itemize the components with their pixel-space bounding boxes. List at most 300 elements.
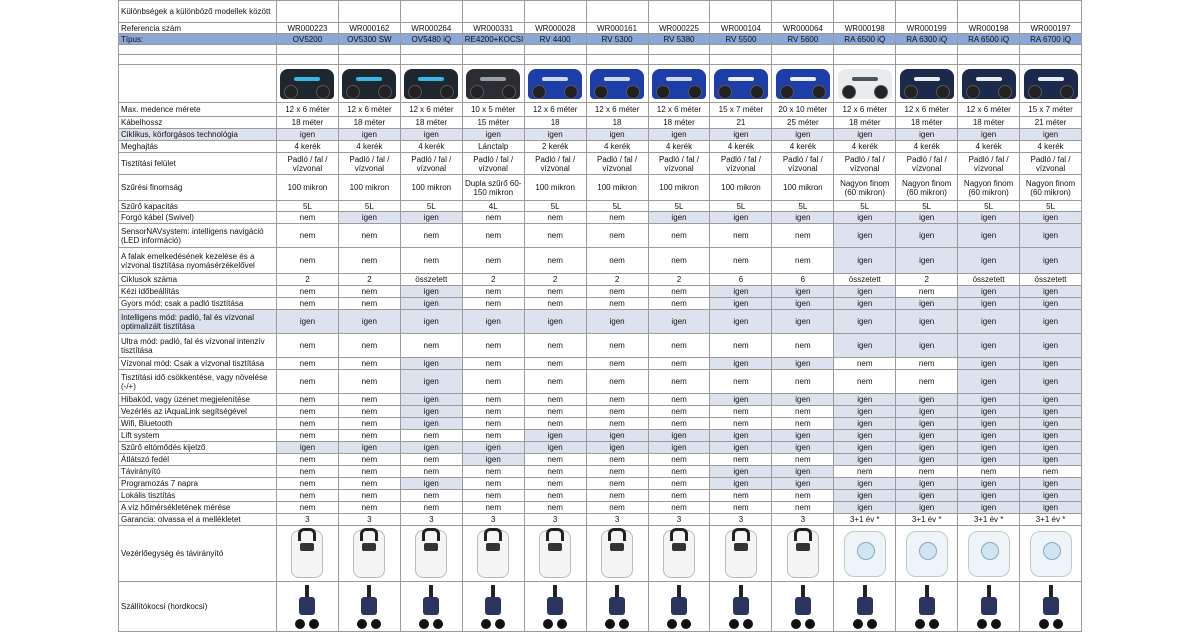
- feature-value: Padló / fal / vízvonal: [648, 153, 710, 175]
- cart-wheel: [805, 619, 815, 629]
- feature-row: [119, 418, 1082, 430]
- feature-value: nem: [648, 502, 710, 514]
- feature-value: nem: [586, 370, 648, 394]
- control-box-image: [601, 530, 633, 578]
- feature-value: nem: [710, 370, 772, 394]
- cart-image-cell: [834, 582, 896, 632]
- robot-stripe: [728, 77, 754, 81]
- robot-stripe: [976, 77, 1002, 81]
- controller-image-cell: [710, 526, 772, 582]
- feature-value: igen: [338, 212, 400, 224]
- feature-value: nem: [462, 224, 524, 248]
- transport-cart-image: [293, 585, 321, 629]
- feature-value: igen: [462, 442, 524, 454]
- cart-robot: [919, 597, 935, 615]
- reference-label: Referencia szám: [119, 23, 277, 34]
- feature-value: nem: [772, 370, 834, 394]
- feature-value: nem: [338, 466, 400, 478]
- feature-value: igen: [896, 248, 958, 274]
- controller-image-cell: [586, 526, 648, 582]
- pool-robot-image: [776, 69, 830, 99]
- feature-row: [119, 370, 1082, 394]
- transport-cart-image: [851, 585, 879, 629]
- feature-value: 5L: [648, 201, 710, 212]
- feature-value: nem: [400, 454, 462, 466]
- feature-value: igen: [958, 224, 1020, 248]
- control-box-handle: [794, 528, 812, 541]
- cart-robot: [423, 597, 439, 615]
- feature-value: nem: [648, 418, 710, 430]
- feature-value: nem: [772, 418, 834, 430]
- feature-value: nem: [648, 478, 710, 490]
- feature-value: igen: [400, 478, 462, 490]
- feature-value: 5L: [586, 201, 648, 212]
- header-empty-cell: [1020, 1, 1082, 23]
- feature-value: igen: [1020, 370, 1082, 394]
- cart-wheel: [309, 619, 319, 629]
- feature-value: nem: [648, 406, 710, 418]
- feature-value: 4 kerék: [277, 141, 339, 153]
- feature-value: nem: [462, 478, 524, 490]
- cart-wheel: [557, 619, 567, 629]
- feature-value: igen: [896, 502, 958, 514]
- transport-cart-image: [479, 585, 507, 629]
- robot-stripe: [914, 77, 940, 81]
- pool-robot-image: [280, 69, 334, 99]
- feature-value: nem: [648, 454, 710, 466]
- reference-number: WR000223: [277, 23, 339, 34]
- control-box-handle: [608, 528, 626, 541]
- feature-value: igen: [648, 212, 710, 224]
- feature-value: igen: [958, 212, 1020, 224]
- cart-label: Szállítókocsi (hordkocsi): [119, 582, 277, 632]
- feature-value: nem: [400, 466, 462, 478]
- feature-value: nem: [462, 334, 524, 358]
- feature-value: igen: [277, 129, 339, 141]
- header-empty-cell: [896, 1, 958, 23]
- pool-robot-image: [714, 69, 768, 99]
- reference-number: WR000225: [648, 23, 710, 34]
- header-empty-cell: [648, 1, 710, 23]
- feature-label: Ciklusok száma: [119, 274, 277, 286]
- control-box-image: [539, 530, 571, 578]
- type-row: [119, 34, 1082, 45]
- feature-value: nem: [338, 224, 400, 248]
- feature-value: Padló / fal / vízvonal: [400, 153, 462, 175]
- header-empty-cell: [524, 1, 586, 23]
- feature-value: nem: [586, 406, 648, 418]
- robot-stripe: [790, 77, 816, 81]
- feature-value: igen: [896, 310, 958, 334]
- cart-wheel: [977, 619, 987, 629]
- feature-value: 2 kerék: [524, 141, 586, 153]
- feature-value: 2: [648, 274, 710, 286]
- feature-value: nem: [462, 248, 524, 274]
- feature-value: nem: [338, 478, 400, 490]
- feature-value: 2: [896, 274, 958, 286]
- feature-value: 3+1 év *: [834, 514, 896, 526]
- feature-value: nem: [338, 502, 400, 514]
- robot-image-cell: [524, 65, 586, 103]
- feature-row: [119, 224, 1082, 248]
- feature-value: nem: [524, 466, 586, 478]
- feature-value: igen: [462, 454, 524, 466]
- feature-value: 4 kerék: [896, 141, 958, 153]
- robot-stripe: [666, 77, 692, 81]
- feature-value: nem: [710, 490, 772, 502]
- header-empty-cell: [710, 1, 772, 23]
- feature-row: [119, 274, 1082, 286]
- controller-image-cell: [338, 526, 400, 582]
- feature-value: igen: [1020, 212, 1082, 224]
- blank-cell: [524, 55, 586, 65]
- feature-value: nem: [648, 224, 710, 248]
- feature-value: 12 x 6 méter: [277, 103, 339, 117]
- feature-value: igen: [772, 478, 834, 490]
- feature-value: igen: [958, 370, 1020, 394]
- feature-value: igen: [400, 418, 462, 430]
- feature-value: nem: [648, 490, 710, 502]
- feature-value: 18 méter: [400, 117, 462, 129]
- feature-value: nem: [462, 286, 524, 298]
- feature-value: nem: [277, 394, 339, 406]
- type-label: Típus:: [119, 34, 277, 45]
- feature-value: igen: [648, 442, 710, 454]
- feature-value: igen: [772, 466, 834, 478]
- feature-value: nem: [338, 298, 400, 310]
- control-box-handle: [422, 528, 440, 541]
- robot-stripe: [294, 77, 320, 81]
- feature-label: Távirányító: [119, 466, 277, 478]
- blank-cell: [586, 45, 648, 55]
- model-type: OV5480 iQ: [400, 34, 462, 45]
- feature-row: [119, 478, 1082, 490]
- control-box-handle: [546, 528, 564, 541]
- feature-value: nem: [834, 466, 896, 478]
- feature-label: Kézi időbeállítás: [119, 286, 277, 298]
- feature-value: nem: [462, 502, 524, 514]
- feature-value: igen: [338, 129, 400, 141]
- cart-image-cell: [710, 582, 772, 632]
- feature-value: igen: [958, 418, 1020, 430]
- feature-value: Padló / fal / vízvonal: [958, 153, 1020, 175]
- feature-value: Nagyon finom (60 mikron): [896, 175, 958, 201]
- controller-image-cell: [1020, 526, 1082, 582]
- feature-value: nem: [586, 466, 648, 478]
- transport-cart-image: [975, 585, 1003, 629]
- reference-number: WR000064: [772, 23, 834, 34]
- feature-value: igen: [772, 394, 834, 406]
- control-box-display: [672, 543, 686, 551]
- feature-label: Ciklikus, körforgásos technológia: [119, 129, 277, 141]
- feature-value: nem: [586, 298, 648, 310]
- controller-image-cell: [400, 526, 462, 582]
- feature-value: igen: [958, 406, 1020, 418]
- feature-value: 100 mikron: [648, 175, 710, 201]
- feature-value: igen: [958, 334, 1020, 358]
- feature-value: 3+1 év *: [1020, 514, 1082, 526]
- cart-robot: [299, 597, 315, 615]
- cart-image-cell: [586, 582, 648, 632]
- feature-value: igen: [1020, 442, 1082, 454]
- feature-value: igen: [1020, 298, 1082, 310]
- control-box-image: [787, 530, 819, 578]
- robot-wheel: [316, 85, 330, 99]
- feature-value: nem: [524, 490, 586, 502]
- feature-value: igen: [1020, 394, 1082, 406]
- feature-value: 5L: [524, 201, 586, 212]
- feature-value: nem: [462, 298, 524, 310]
- robot-image-cell: [338, 65, 400, 103]
- cart-wheel: [433, 619, 443, 629]
- feature-value: Padló / fal / vízvonal: [338, 153, 400, 175]
- feature-value: 5L: [1020, 201, 1082, 212]
- feature-value: igen: [896, 129, 958, 141]
- feature-value: 4 kerék: [338, 141, 400, 153]
- feature-value: nem: [524, 286, 586, 298]
- feature-value: 18 méter: [896, 117, 958, 129]
- model-type: RA 6300 iQ: [896, 34, 958, 45]
- blank-label-cell: [119, 45, 277, 55]
- feature-value: igen: [400, 286, 462, 298]
- feature-row: [119, 212, 1082, 224]
- feature-value: igen: [277, 310, 339, 334]
- cart-image-cell: [338, 582, 400, 632]
- feature-value: nem: [648, 248, 710, 274]
- feature-row: [119, 286, 1082, 298]
- feature-value: 4 kerék: [772, 141, 834, 153]
- feature-value: nem: [338, 394, 400, 406]
- feature-value: igen: [710, 129, 772, 141]
- feature-value: Padló / fal / vízvonal: [524, 153, 586, 175]
- feature-value: igen: [1020, 334, 1082, 358]
- feature-value: igen: [586, 442, 648, 454]
- blank-row: [119, 45, 1082, 55]
- feature-value: nem: [772, 454, 834, 466]
- feature-value: 21 méter: [1020, 117, 1082, 129]
- feature-value: nem: [277, 478, 339, 490]
- feature-value: nem: [896, 370, 958, 394]
- model-type: RV 5300: [586, 34, 648, 45]
- feature-value: igen: [338, 442, 400, 454]
- cart-image-cell: [896, 582, 958, 632]
- feature-value: nem: [524, 394, 586, 406]
- reference-number: WR000104: [710, 23, 772, 34]
- feature-value: igen: [1020, 358, 1082, 370]
- robot-image-cell: [772, 65, 834, 103]
- feature-value: igen: [958, 286, 1020, 298]
- blank-cell: [710, 55, 772, 65]
- power-supply-dial: [1043, 542, 1061, 560]
- feature-value: 3+1 év *: [896, 514, 958, 526]
- feature-value: Padló / fal / vízvonal: [462, 153, 524, 175]
- feature-value: nem: [710, 334, 772, 358]
- cart-wheel: [481, 619, 491, 629]
- robot-wheel: [594, 85, 608, 99]
- robot-wheel: [532, 85, 546, 99]
- feature-value: igen: [1020, 418, 1082, 430]
- feature-label: Ultra mód: padló, fal és vízvonal intenzív tisztítása: [119, 334, 277, 358]
- feature-value: nem: [710, 224, 772, 248]
- feature-value: igen: [400, 129, 462, 141]
- header-empty-cell: [462, 1, 524, 23]
- feature-value: igen: [1020, 224, 1082, 248]
- feature-value: nem: [277, 370, 339, 394]
- feature-value: nem: [338, 334, 400, 358]
- feature-value: 3: [338, 514, 400, 526]
- blank-cell: [462, 55, 524, 65]
- power-supply-dial: [857, 542, 875, 560]
- control-box-display: [734, 543, 748, 551]
- blank-cell: [1020, 55, 1082, 65]
- feature-value: 3: [710, 514, 772, 526]
- cart-wheel: [729, 619, 739, 629]
- feature-row: [119, 175, 1082, 201]
- cart-robot: [981, 597, 997, 615]
- feature-row: [119, 358, 1082, 370]
- model-type: RV 5500: [710, 34, 772, 45]
- feature-label: Wifi, Bluetooth: [119, 418, 277, 430]
- reference-number: WR000162: [338, 23, 400, 34]
- reference-number: WR000199: [896, 23, 958, 34]
- feature-value: 12 x 6 méter: [338, 103, 400, 117]
- comparison-table: [118, 0, 1082, 632]
- cart-wheel: [495, 619, 505, 629]
- feature-value: igen: [524, 430, 586, 442]
- feature-value: 4 kerék: [710, 141, 772, 153]
- feature-value: nem: [710, 406, 772, 418]
- controller-image-cell: [772, 526, 834, 582]
- feature-value: nem: [462, 490, 524, 502]
- robot-wheel: [780, 85, 794, 99]
- feature-row: [119, 502, 1082, 514]
- feature-value: nem: [338, 406, 400, 418]
- feature-value: nem: [524, 454, 586, 466]
- feature-value: 18 méter: [834, 117, 896, 129]
- cart-wheel: [543, 619, 553, 629]
- feature-value: 100 mikron: [400, 175, 462, 201]
- feature-label: Szűrő eltömődés kijelző: [119, 442, 277, 454]
- feature-value: 3: [586, 514, 648, 526]
- feature-label: Szűrő kapacitás: [119, 201, 277, 212]
- robot-wheel: [812, 85, 826, 99]
- power-supply-dial: [919, 542, 937, 560]
- feature-label: A falak emelkedésének kezelése és a vízvonal tisztítása nyomásérzékelővel: [119, 248, 277, 274]
- control-box-image: [725, 530, 757, 578]
- control-box-display: [300, 543, 314, 551]
- robot-stripe: [1038, 77, 1064, 81]
- feature-value: igen: [772, 286, 834, 298]
- header-label: Különbségek a különböző modellek között: [119, 1, 277, 23]
- feature-value: igen: [772, 430, 834, 442]
- feature-label: Vízvonal mód: Csak a vízvonal tisztítása: [119, 358, 277, 370]
- control-box-image: [353, 530, 385, 578]
- feature-value: igen: [1020, 286, 1082, 298]
- robot-image-cell: [834, 65, 896, 103]
- model-type: RV 4400: [524, 34, 586, 45]
- feature-value: 5L: [338, 201, 400, 212]
- controller-image-cell: [896, 526, 958, 582]
- feature-value: igen: [710, 394, 772, 406]
- feature-label: Forgó kábel (Swivel): [119, 212, 277, 224]
- feature-value: nem: [462, 418, 524, 430]
- feature-value: igen: [896, 224, 958, 248]
- power-supply-image: [968, 531, 1010, 577]
- feature-value: 4 kerék: [586, 141, 648, 153]
- feature-value: 2: [462, 274, 524, 286]
- feature-value: igen: [710, 466, 772, 478]
- feature-row: [119, 201, 1082, 212]
- robot-wheel: [874, 85, 888, 99]
- blank-cell: [277, 55, 339, 65]
- feature-value: összetett: [834, 274, 896, 286]
- control-box-image: [477, 530, 509, 578]
- cart-robot: [733, 597, 749, 615]
- feature-value: nem: [834, 358, 896, 370]
- feature-value: 20 x 10 méter: [772, 103, 834, 117]
- feature-value: 6: [710, 274, 772, 286]
- feature-label: Gyors mód: csak a padló tisztítása: [119, 298, 277, 310]
- feature-value: nem: [277, 418, 339, 430]
- feature-value: igen: [1020, 490, 1082, 502]
- blank-row: [119, 55, 1082, 65]
- control-box-handle: [484, 528, 502, 541]
- transport-cart-image: [727, 585, 755, 629]
- robot-wheel: [966, 85, 980, 99]
- robot-image-cell: [896, 65, 958, 103]
- cart-robot: [795, 597, 811, 615]
- robot-stripe: [604, 77, 630, 81]
- feature-value: nem: [586, 454, 648, 466]
- cart-robot: [1043, 597, 1059, 615]
- control-box-image: [415, 530, 447, 578]
- header-empty-cell: [834, 1, 896, 23]
- feature-value: nem: [338, 454, 400, 466]
- feature-value: 3: [648, 514, 710, 526]
- robot-image-cell: [958, 65, 1020, 103]
- feature-value: nem: [462, 466, 524, 478]
- feature-value: nem: [896, 286, 958, 298]
- blank-cell: [896, 45, 958, 55]
- feature-value: nem: [277, 298, 339, 310]
- blank-cell: [338, 45, 400, 55]
- feature-value: 3: [524, 514, 586, 526]
- feature-label: A víz hőmérsékletének mérése: [119, 502, 277, 514]
- cart-wheel: [605, 619, 615, 629]
- feature-value: 12 x 6 méter: [834, 103, 896, 117]
- feature-label: Tisztítási felület: [119, 153, 277, 175]
- feature-label: Hibakód, vagy üzenet megjelenítése: [119, 394, 277, 406]
- feature-value: nem: [338, 418, 400, 430]
- feature-row: [119, 248, 1082, 274]
- feature-value: igen: [400, 358, 462, 370]
- reference-number: WR000331: [462, 23, 524, 34]
- feature-value: 5L: [772, 201, 834, 212]
- feature-value: igen: [1020, 502, 1082, 514]
- feature-value: nem: [648, 466, 710, 478]
- feature-value: igen: [710, 478, 772, 490]
- control-box-handle: [360, 528, 378, 541]
- pool-robot-image: [838, 69, 892, 99]
- feature-value: igen: [958, 490, 1020, 502]
- feature-value: nem: [400, 430, 462, 442]
- cart-robot: [547, 597, 563, 615]
- control-box-handle: [298, 528, 316, 541]
- feature-value: nem: [524, 212, 586, 224]
- feature-value: igen: [958, 394, 1020, 406]
- model-type: RE4200+KOCSI: [462, 34, 524, 45]
- feature-label: Max. medence mérete: [119, 103, 277, 117]
